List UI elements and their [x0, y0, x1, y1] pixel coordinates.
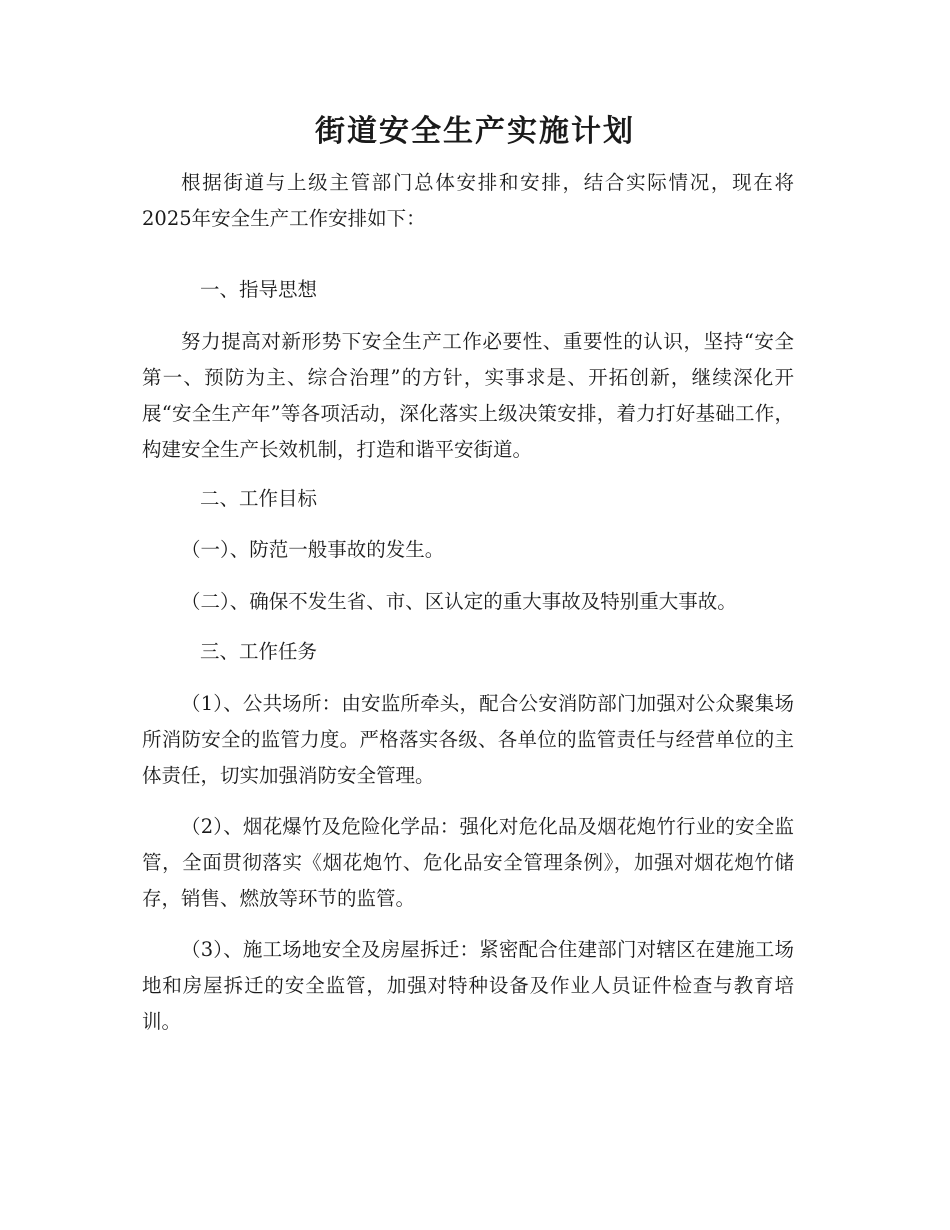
goal-item-1: （一）、防范一般事故的发生。	[181, 538, 445, 561]
task-item-3: （3）、施工场地安全及房屋拆迁：紧密配合住建部门对辖区在建施工场地和房屋拆迁的安全监管，加强对特种设备及作业人员证件检查与教育培训。	[142, 938, 794, 1033]
intro-paragraph: 根据街道与上级主管部门总体安排和安排，结合实际情况，现在将2025年安全生产工作安排如下：	[142, 171, 794, 230]
document-body	[142, 165, 794, 1040]
goal-item-2: （二）、确保不发生省、市、区认定的重大事故及特别重大事故。	[181, 590, 737, 613]
task-item-2: （2）、烟花爆竹及危险化学品：强化对危化品及烟花炮竹行业的安全监管，全面贯彻落实《烟花炮竹、危化品安全管理条例》，加强对烟花炮竹储存，销售、燃放等环节的监管。	[142, 815, 794, 910]
section-heading-work-tasks: 三、工作任务	[200, 640, 318, 663]
guiding-ideology-paragraph: 努力提高对新形势下安全生产工作必要性、重要性的认识，坚持“安全第一、预防为主、综合治理”的方针，实事求是、开拓创新，继续深化开展“安全生产年”等各项活动，深化落实上级决策安排，着力打好基础工作，构建安全生产长效机制，打造和谐平安街道。	[142, 330, 794, 461]
task-item-1: （1）、公共场所：由安监所牵头，配合公安消防部门加强对公众聚集场所消防安全的监管力度。严格落实各级、各单位的监管责任与经营单位的主体责任，切实加强消防安全管理。	[142, 692, 794, 787]
section-heading-guiding-ideology: 一、指导思想	[200, 278, 318, 301]
section-heading-work-goals: 二、工作目标	[200, 487, 318, 510]
document-title: 街道安全生产实施计划	[315, 114, 635, 149]
